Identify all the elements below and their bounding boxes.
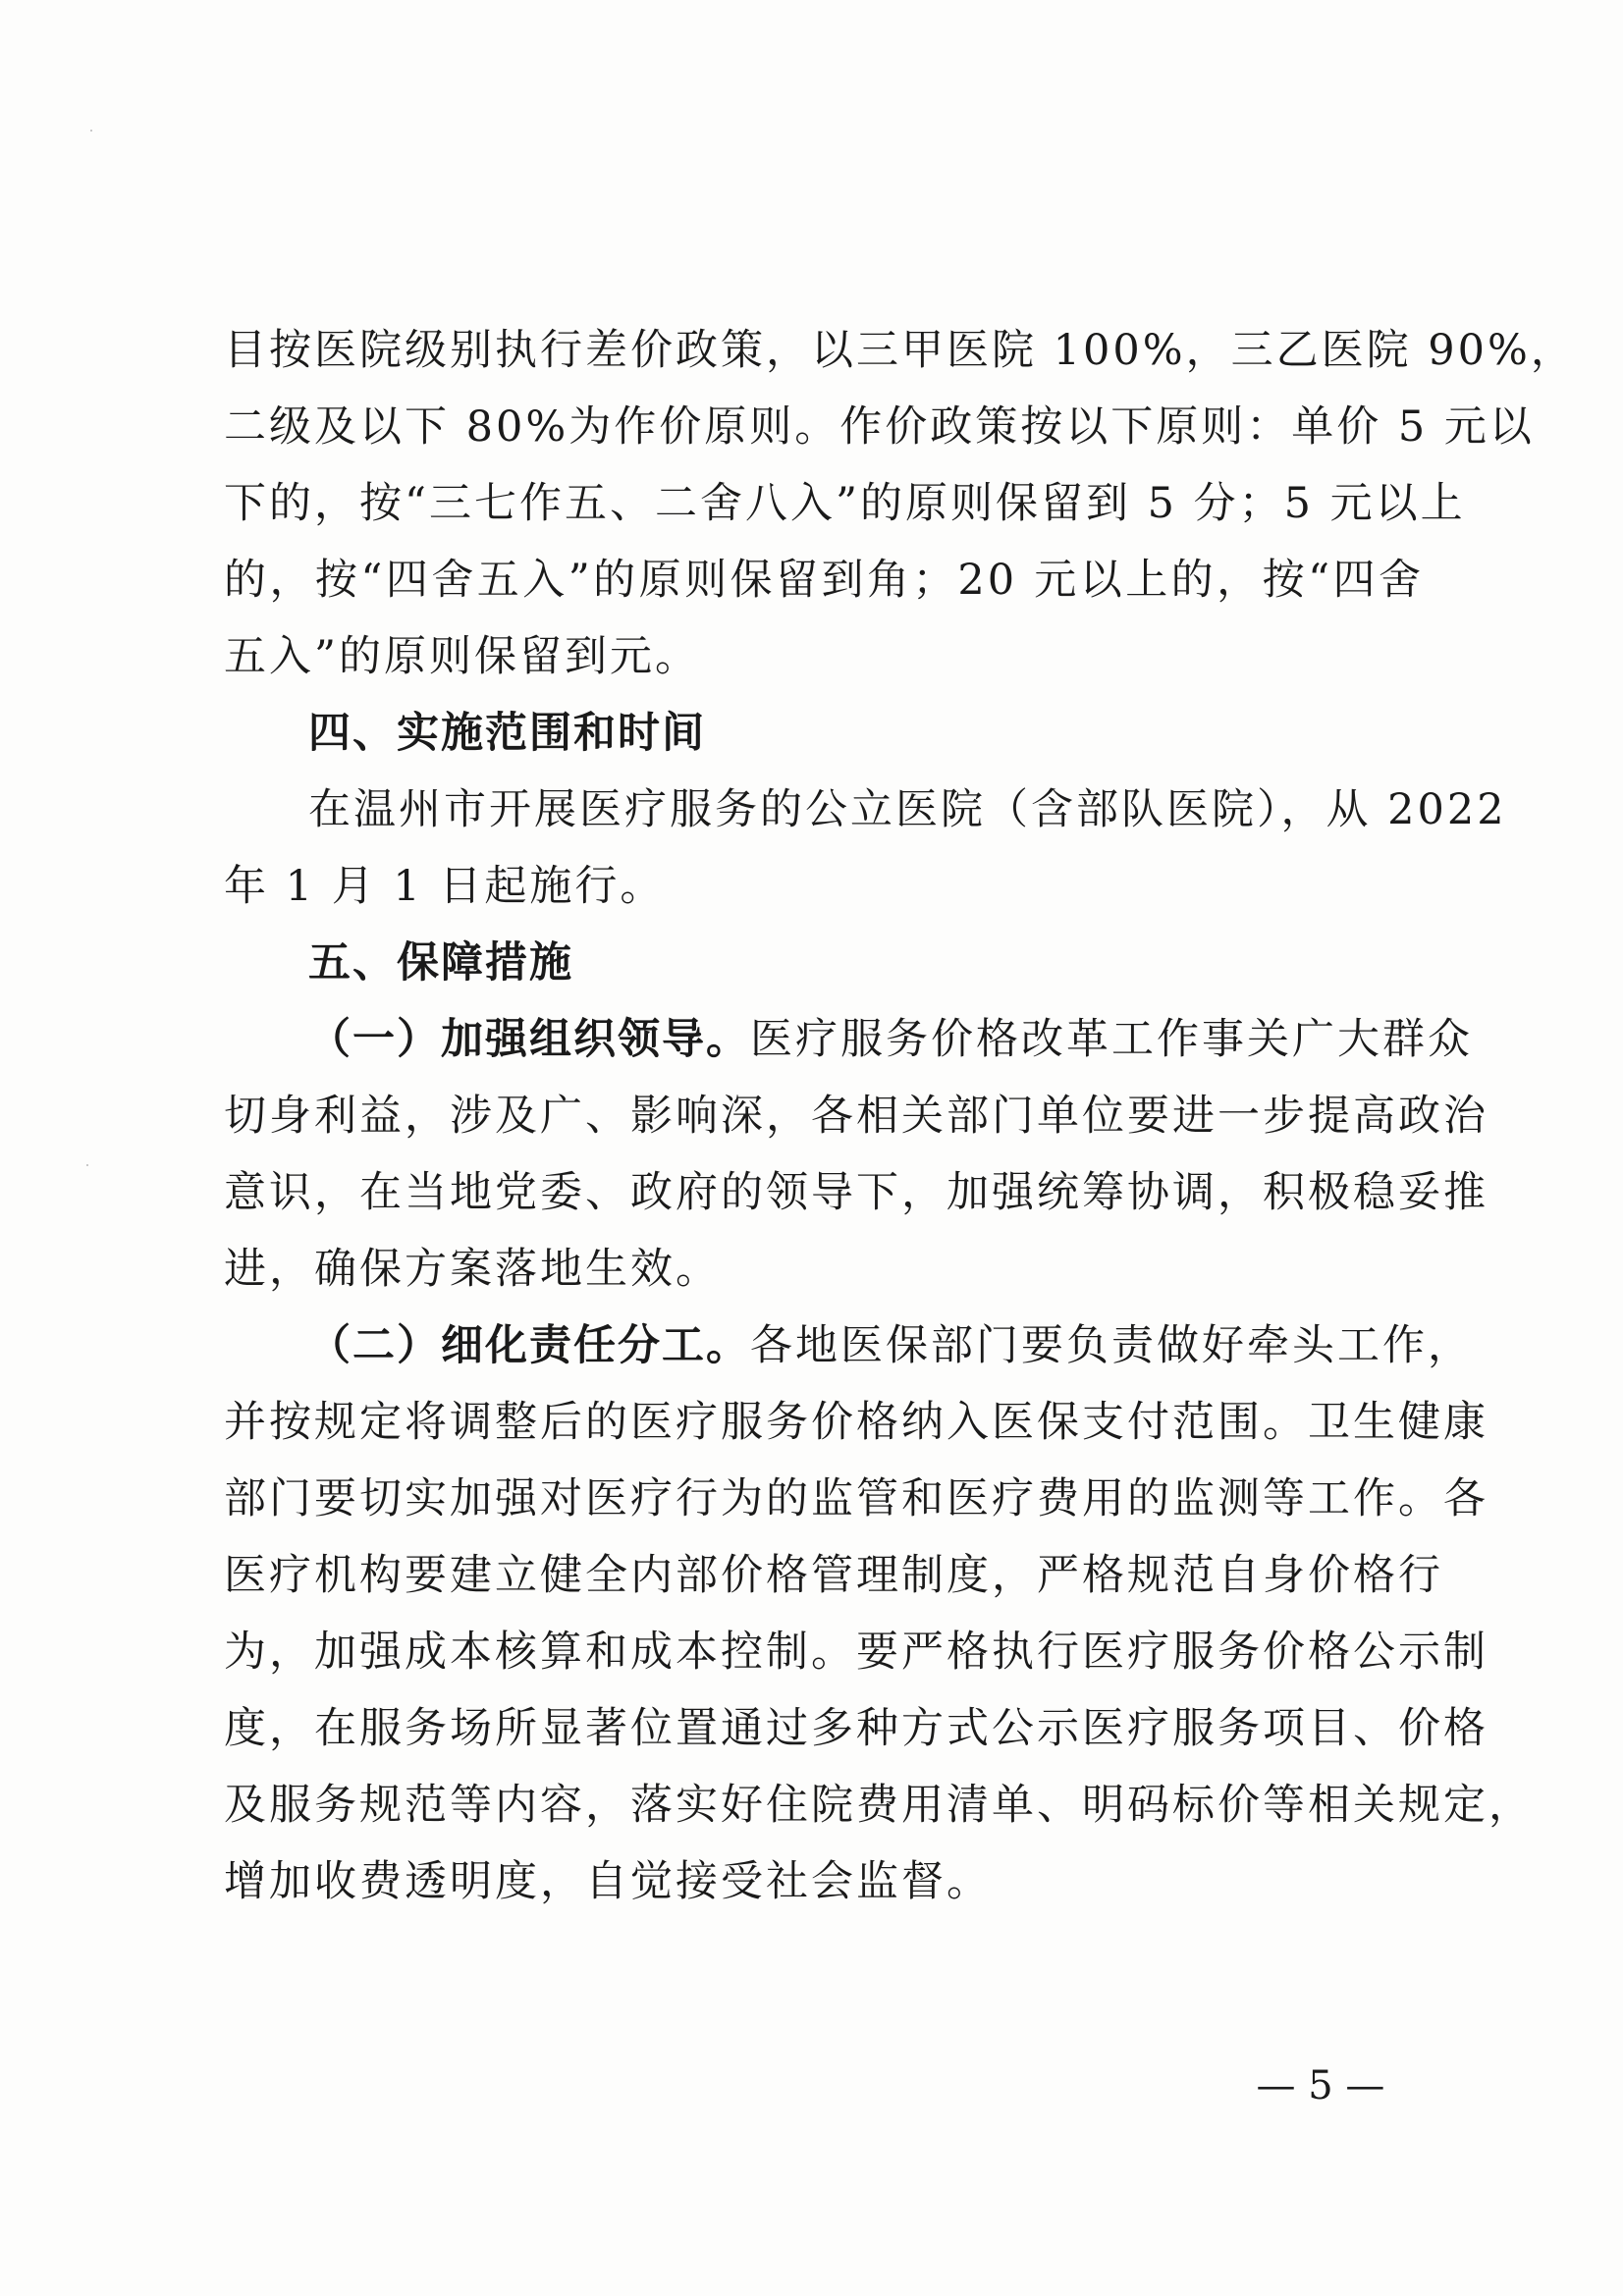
paragraph-line: 年 1 月 1 日起施行。	[224, 862, 666, 911]
subsection-1-first-line	[224, 1001, 1473, 1078]
paragraph-text: 各地医保部门要负责做好牵头工作，	[750, 1321, 1473, 1370]
page-number: — 5 —	[1256, 2063, 1385, 2109]
paragraph-line: 切身利益，涉及广、影响深，各相关部门单位要进一步提高政治	[224, 1092, 1488, 1141]
paragraph-line: 进，确保方案落地生效。	[224, 1245, 721, 1294]
paragraph-line: 二级及以下 80%为作价原则。作价政策按以下原则：单价 5 元以	[224, 402, 1535, 452]
subsection-1-title: （一）加强组织领导。	[308, 1015, 750, 1064]
paragraph-line: 五入”的原则保留到元。	[224, 632, 700, 681]
section-heading-5: 五、保障措施	[308, 938, 573, 988]
subsection-2-first-line	[224, 1308, 1473, 1384]
paragraph-line: 增加收费透明度，自觉接受社会监督。	[224, 1857, 992, 1906]
scan-speck	[90, 130, 92, 132]
paragraph-line: 及服务规范等内容，落实好住院费用清单、明码标价等相关规定，	[224, 1781, 1534, 1830]
paragraph-line: 在温州市开展医疗服务的公立医院（含部队医院），从 2022	[308, 785, 1507, 834]
paragraph-line: 意识，在当地党委、政府的领导下，加强统筹协调，积极稳妥推	[224, 1168, 1488, 1217]
paragraph-line: 医疗机构要建立健全内部价格管理制度，严格规范自身价格行	[224, 1551, 1443, 1600]
subsection-2-title: （二）细化责任分工。	[308, 1321, 750, 1370]
scan-speck	[86, 1164, 88, 1166]
paragraph-text: 医疗服务价格改革工作事关广大群众	[750, 1015, 1473, 1064]
paragraph-line: 并按规定将调整后的医疗服务价格纳入医保支付范围。卫生健康	[224, 1398, 1488, 1447]
paragraph-line: 度，在服务场所显著位置通过多种方式公示医疗服务项目、价格	[224, 1704, 1488, 1753]
section-heading-4: 四、实施范围和时间	[308, 709, 706, 758]
paragraph-line: 目按医院级别执行差价政策，以三甲医院 100%，三乙医院 90%，	[224, 326, 1576, 375]
paragraph-line: 为，加强成本核算和成本控制。要严格执行医疗服务价格公示制	[224, 1628, 1488, 1677]
paragraph-line: 下的，按“三七作五、二舍八入”的原则保留到 5 分；5 元以上	[224, 479, 1466, 528]
paragraph-line: 的，按“四舍五入”的原则保留到角；20 元以上的，按“四舍	[224, 556, 1424, 605]
paragraph-line: 部门要切实加强对医疗行为的监管和医疗费用的监测等工作。各	[224, 1474, 1488, 1523]
document-body	[224, 312, 1576, 1920]
